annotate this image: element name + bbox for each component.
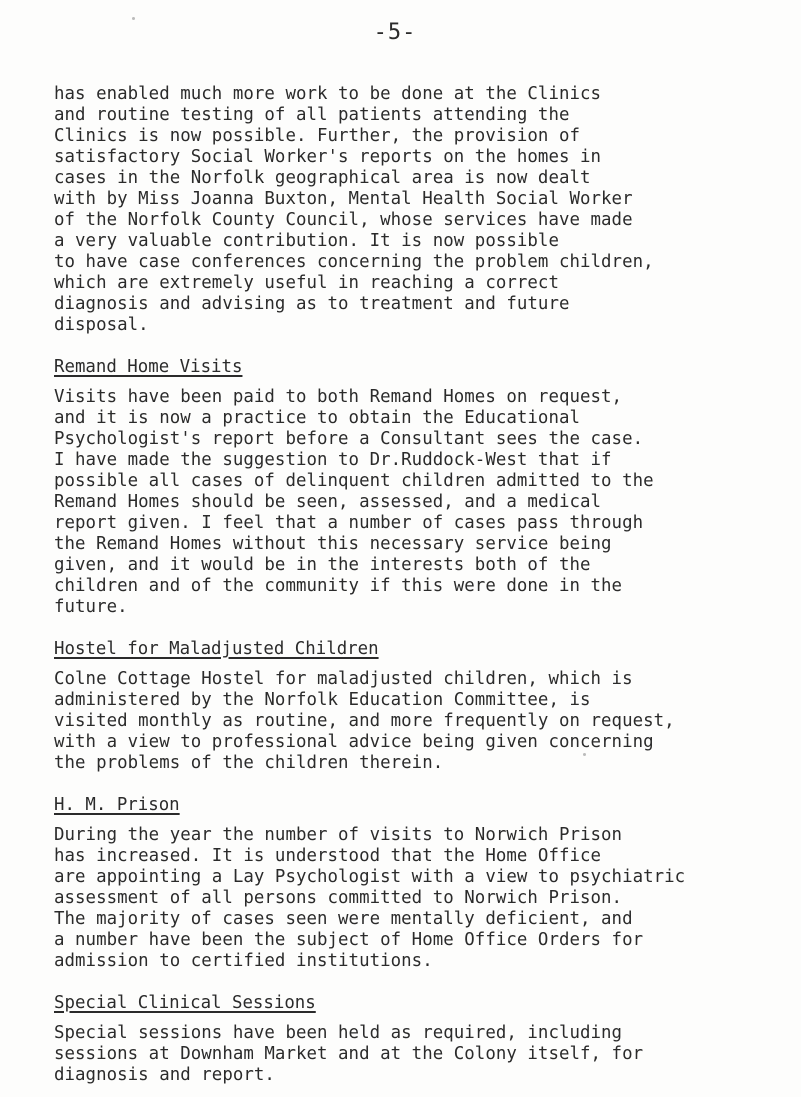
section-line: has increased. It is understood that the Home Office [54,846,602,866]
section-line: and it is now a practice to obtain the Educational [54,408,581,428]
section-heading-text: H. M. Prison [54,795,180,815]
intro-line: disposal. [54,315,149,335]
section-remand-home-visits [54,357,794,618]
section-heading [54,795,794,816]
section-line: Colne Cottage Hostel for maladjusted children, which is [54,669,633,689]
section-heading [54,357,794,378]
section-line: Psychologist's report before a Consultant sees the case. [54,429,644,449]
section-line: administered by the Norfolk Education Committee, is [54,690,591,710]
section-heading-text: Hostel for Maladjusted Children [54,639,379,659]
section-line: diagnosis and report. [54,1065,275,1085]
intro-line: diagnosis and advising as to treatment and future [54,294,570,314]
section-line: the Remand Homes without this necessary service being [54,534,612,554]
page-number: -5- [373,20,417,45]
intro-paragraph [54,84,794,336]
intro-line: which are extremely useful in reaching a correct [54,273,559,293]
section-line: Visits have been paid to both Remand Homes on request, [54,387,623,407]
section-line: future. [54,597,128,617]
intro-line: with by Miss Joanna Buxton, Mental Health Social Worker [54,189,633,209]
section-heading [54,993,794,1014]
section-line: admission to certified institutions. [54,951,433,971]
intro-line: of the Norfolk County Council, whose services have made [54,210,633,230]
section-special-clinical-sessions [54,993,794,1086]
section-hm-prison [54,795,794,972]
section-line: visited monthly as routine, and more frequently on request, [54,711,675,731]
document-body [54,84,794,1086]
section-line: Remand Homes should be seen, assessed, and a medical [54,492,602,512]
section-line: are appointing a Lay Psychologist with a view to psychiatric [54,867,686,887]
section-heading [54,639,794,660]
section-line: The majority of cases seen were mentally deficient, and [54,909,633,929]
intro-line: satisfactory Social Worker's reports on the homes in [54,147,602,167]
section-line: I have made the suggestion to Dr.Ruddock-West that if [54,450,612,470]
section-heading-text: Special Clinical Sessions [54,993,316,1013]
section-line: sessions at Downham Market and at the Colony itself, for [54,1044,644,1064]
intro-line: cases in the Norfolk geographical area is now dealt [54,168,591,188]
section-line: with a view to professional advice being given concerning [54,732,654,752]
section-line: possible all cases of delinquent children admitted to the [54,471,654,491]
section-line: a number have been the subject of Home Office Orders for [54,930,644,950]
scan-speck [583,753,586,756]
section-line: report given. I feel that a number of cases pass through [54,513,644,533]
section-line: children and of the community if this were done in the [54,576,623,596]
section-line: During the year the number of visits to Norwich Prison [54,825,623,845]
section-heading-text: Remand Home Visits [54,357,243,377]
section-line: Special sessions have been held as required, including [54,1023,623,1043]
section-line: the problems of the children therein. [54,753,444,773]
section-hostel-maladjusted-children [54,639,794,774]
intro-line: has enabled much more work to be done at the Clinics [54,84,602,104]
intro-line: to have case conferences concerning the problem children, [54,252,654,272]
section-line: given, and it would be in the interests both of the [54,555,591,575]
intro-line: Clinics is now possible. Further, the provision of [54,126,581,146]
section-line: assessment of all persons committed to Norwich Prison. [54,888,623,908]
intro-line: a very valuable contribution. It is now possible [54,231,559,251]
scan-speck [132,17,135,20]
intro-line: and routine testing of all patients attending the [54,105,570,125]
